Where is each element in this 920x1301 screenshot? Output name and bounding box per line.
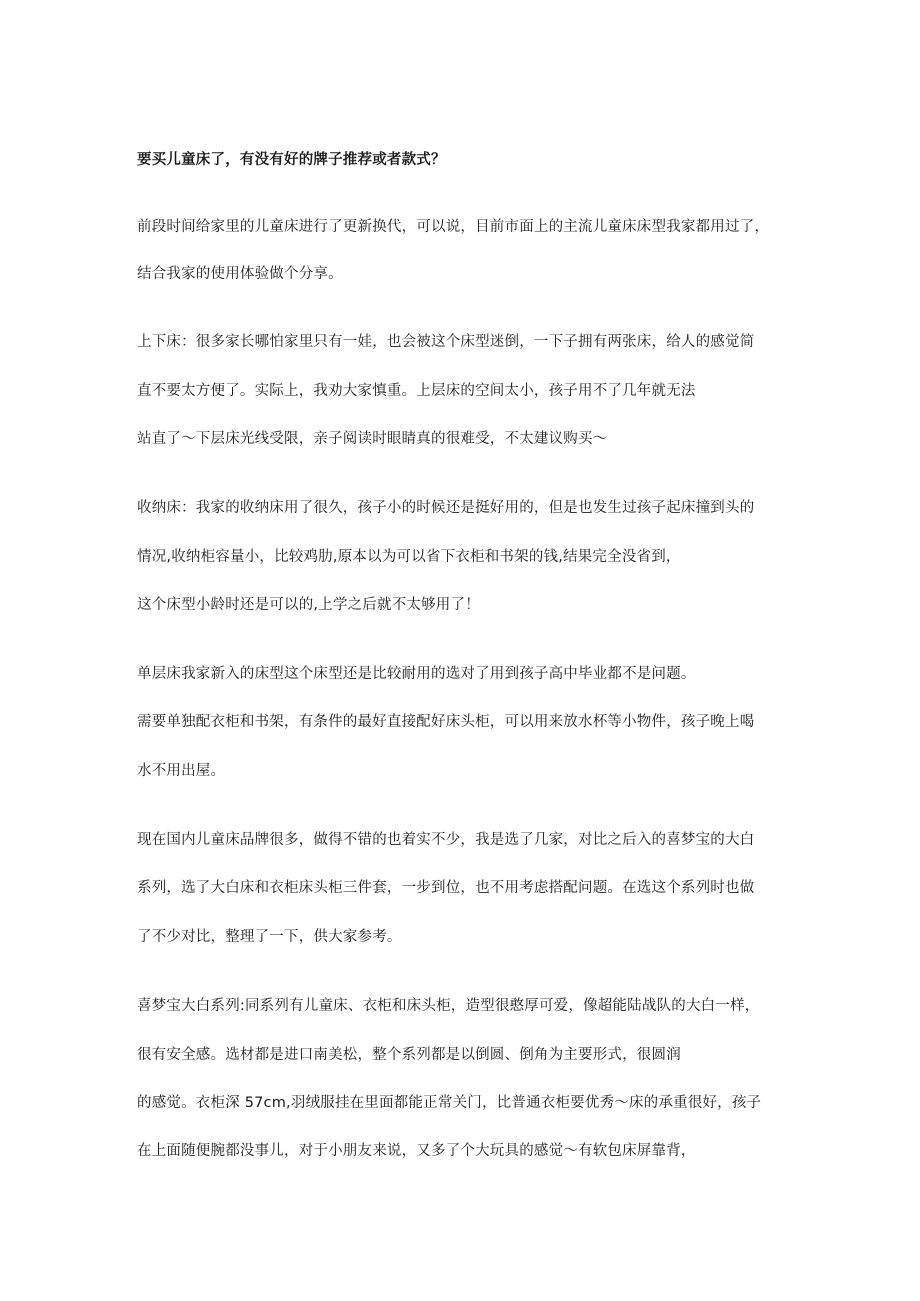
text-line: 现在国内儿童床品牌很多，做得不错的也着实不少，我是选了几家，对比之后入的喜梦宝的大白 xyxy=(137,832,755,848)
text-line: 的感觉。衣柜深 57cm,羽绒服挂在里面都能正常关门，比普通衣柜要优秀～床的承重很好，孩子 xyxy=(137,1095,762,1111)
text-line: 水不用出屋。 xyxy=(137,763,226,779)
text-line: 直不要太方便了。实际上，我劝大家慎重。上层床的空间太小，孩子用不了几年就无法 xyxy=(137,383,696,399)
text-line: 系列，选了大白床和衣柜床头柜三件套，一步到位，也不用考虑搭配问题。在选这个系列时也做 xyxy=(137,880,755,896)
text-line: 了不少对比，整理了一下，供大家参考。 xyxy=(137,929,402,945)
text-line: 上下床：很多家长哪怕家里只有一娃，也会被这个床型迷倒，一下子拥有两张床，给人的感觉简 xyxy=(137,334,755,350)
text-line: 单层床我家新入的床型这个床型还是比较耐用的选对了用到孩子高中毕业都不是问题。 xyxy=(137,666,696,682)
text-line: 站直了～下层床光线受限，亲子阅读时眼睛真的很难受，不太建议购买～ xyxy=(137,431,608,447)
text-line: 结合我家的使用体验做个分享。 xyxy=(137,266,343,282)
text-line: 前段时间给家里的儿童床进行了更新换代，可以说，目前市面上的主流儿童床床型我家都用过了， xyxy=(137,219,770,235)
document-title: 要买儿童床了，有没有好的牌子推荐或者款式？ xyxy=(137,152,446,168)
text-line: 收纳床：我家的收纳床用了很久，孩子小的时候还是挺好用的，但是也发生过孩子起床撞到头的 xyxy=(137,500,755,516)
text-line: 很有安全感。选材都是进口南美松，整个系列都是以倒圆、倒角为主要形式，很圆润 xyxy=(137,1047,681,1063)
text-line: 需要单独配衣柜和书架，有条件的最好直接配好床头柜，可以用来放水杯等小物件，孩子晚上喝 xyxy=(137,714,755,730)
text-line: 喜梦宝大白系列:同系列有儿童床、衣柜和床头柜，造型很憨厚可爱，像超能陆战队的大白一样， xyxy=(137,998,760,1014)
text-line: 在上面随便腕都没事儿，对于小朋友来说，又多了个大玩具的感觉～有软包床屏靠背， xyxy=(137,1143,696,1159)
text-line: 情况,收纳柜容量小，比较鸡肋,原本以为可以省下衣柜和书架的钱,结果完全没省到， xyxy=(137,549,681,565)
text-line: 这个床型小龄时还是可以的,上学之后就不太够用了！ xyxy=(137,597,480,613)
